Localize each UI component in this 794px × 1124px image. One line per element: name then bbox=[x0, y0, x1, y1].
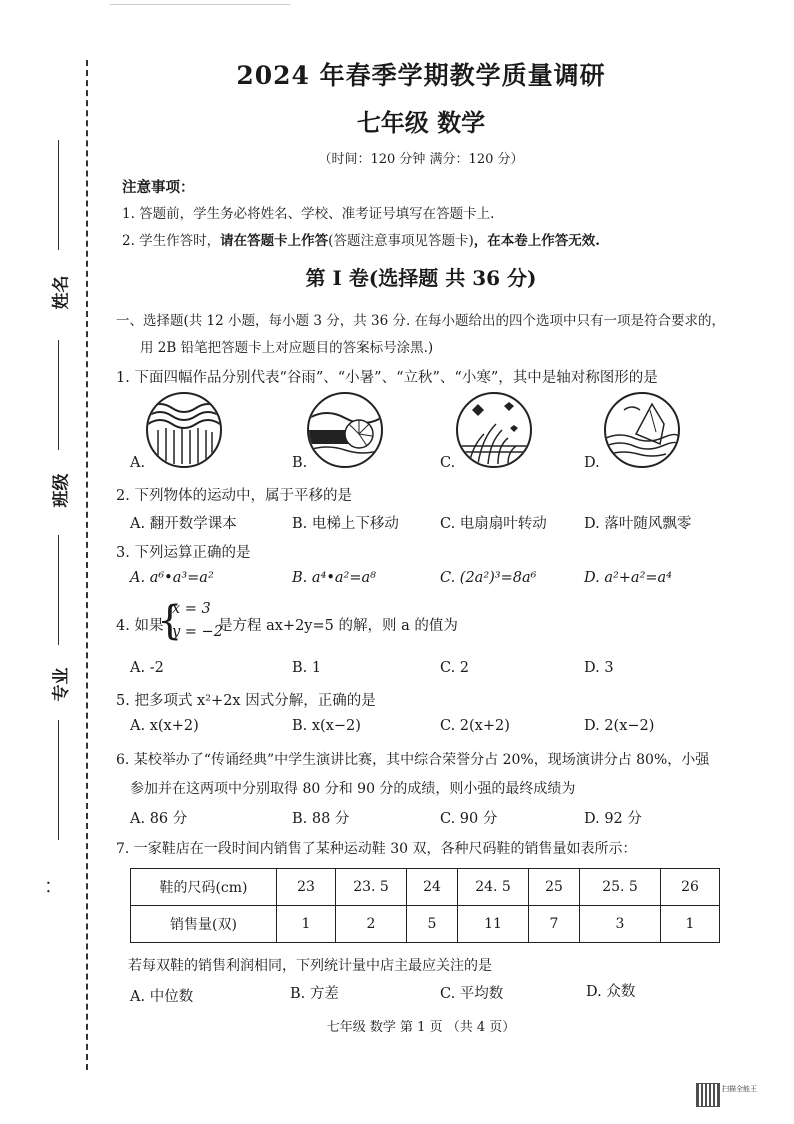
notice-item-2-b: 请在答题卡上作答 bbox=[220, 233, 329, 249]
top-edge-mark bbox=[110, 4, 290, 11]
q4-equation-1: x = 3 bbox=[172, 601, 211, 617]
q6-option-d: D. 92 分 bbox=[584, 811, 642, 827]
notice-item-2-a: 2. 学生作答时， bbox=[122, 233, 221, 249]
notice-item-2 bbox=[122, 229, 600, 249]
table-cell: 1 bbox=[661, 906, 720, 943]
table-cell: 1 bbox=[277, 906, 336, 943]
binding-line bbox=[86, 60, 88, 1070]
guyu-picture-icon bbox=[146, 392, 222, 468]
name-label: 姓名 bbox=[51, 275, 72, 310]
q7-option-a: A. 中位数 bbox=[130, 989, 194, 1005]
notice-item-2-d: ，在本卷上作答无效. bbox=[473, 233, 600, 249]
q3-option-b: B. a⁴•a²=a⁸ bbox=[292, 570, 376, 586]
extra-blank-line bbox=[58, 720, 59, 840]
table-row bbox=[131, 869, 720, 906]
q2-option-c: C. 电扇扇叶转动 bbox=[440, 516, 547, 532]
section-title: 第 I 卷(选择题 共 36 分) bbox=[305, 266, 537, 290]
q1-option-b: B. bbox=[292, 455, 308, 471]
q5-option-c: C. 2(x+2) bbox=[440, 718, 510, 734]
page-subtitle: 七年级 数学 bbox=[356, 108, 486, 137]
notice-item-2-c: (答题注意事项见答题卡) bbox=[328, 233, 474, 249]
table-cell: 24. 5 bbox=[458, 869, 529, 906]
q5-option-a: A. x(x+2) bbox=[130, 718, 199, 734]
q6-option-b: B. 88 分 bbox=[292, 811, 350, 827]
table-cell: 7 bbox=[529, 906, 580, 943]
q5-stem: 5. 把多项式 x²+2x 因式分解，正确的是 bbox=[116, 693, 376, 709]
page-title: 2024 年春季学期教学质量调研 bbox=[236, 61, 606, 90]
q7-option-d: D. 众数 bbox=[586, 984, 636, 1000]
table-header-cell: 鞋的尺码(cm) bbox=[131, 869, 277, 906]
table-cell: 23. 5 bbox=[336, 869, 407, 906]
q6-option-a: A. 86 分 bbox=[130, 811, 188, 827]
shoe-size-table bbox=[130, 868, 720, 943]
q4-suffix: 是方程 ax+2y=5 的解，则 a 的值为 bbox=[218, 618, 458, 634]
q4-equation-2: y = −2 bbox=[172, 624, 223, 640]
q6-line-2: 参加并在这两项中分别取得 80 分和 90 分的成绩，则小强的最终成绩为 bbox=[130, 781, 576, 797]
q6-option-c: C. 90 分 bbox=[440, 811, 498, 827]
q1-stem: 1. 下面四幅作品分别代表“谷雨”、“小暑”、“立秋”、“小寒”，其中是轴对称图形的是 bbox=[116, 370, 658, 386]
table-row bbox=[131, 906, 720, 943]
major-label: 专业 bbox=[51, 667, 72, 702]
notice-item-1: 1. 答题前，学生务必将姓名、学校、准考证号填写在答题卡上. bbox=[122, 206, 495, 222]
q7-option-c: C. 平均数 bbox=[440, 986, 504, 1002]
class-label: 班级 bbox=[51, 473, 72, 508]
q2-option-a: A. 翻开数学课本 bbox=[130, 516, 237, 532]
q7-option-b: B. 方差 bbox=[290, 986, 339, 1002]
table-cell: 26 bbox=[661, 869, 720, 906]
xiaoshu-picture-icon bbox=[307, 392, 383, 468]
table-header-cell: 销售量(双) bbox=[131, 906, 277, 943]
table-cell: 3 bbox=[580, 906, 661, 943]
q1-option-c: C. bbox=[440, 455, 456, 471]
table-cell: 5 bbox=[407, 906, 458, 943]
table-cell: 23 bbox=[277, 869, 336, 906]
q4-option-d: D. 3 bbox=[584, 660, 614, 676]
q2-option-d: D. 落叶随风飘零 bbox=[584, 516, 692, 532]
section-intro-line-1: 一、选择题(共 12 小题，每小题 3 分，共 36 分. 在每小题给出的四个选项中只有一项是符合要求的， bbox=[116, 313, 726, 329]
table-cell: 11 bbox=[458, 906, 529, 943]
q6-line-1: 6. 某校举办了“传诵经典”中学生演讲比赛，其中综合荣誉分占 20%，现场演讲分占 80%，小强 bbox=[116, 752, 710, 768]
q1-option-a: A. bbox=[130, 455, 146, 471]
section-intro-line-2: 用 2B 铅笔把答题卡上对应题目的答案标号涂黑.) bbox=[140, 340, 434, 356]
table-cell: 25 bbox=[529, 869, 580, 906]
q7-stem: 7. 一家鞋店在一段时间内销售了某种运动鞋 30 双，各种尺码鞋的销售量如表所示： bbox=[116, 841, 637, 857]
q3-stem: 3. 下列运算正确的是 bbox=[116, 545, 251, 561]
q4-option-a: A. -2 bbox=[130, 660, 164, 676]
major-blank-line bbox=[58, 535, 59, 645]
xiaohan-picture-icon bbox=[604, 392, 680, 468]
q4-prefix: 4. 如果 bbox=[116, 618, 164, 634]
class-blank-line bbox=[58, 340, 59, 450]
qr-code-icon bbox=[696, 1083, 720, 1107]
q3-option-c: C. (2a²)³=8a⁶ bbox=[440, 570, 537, 586]
notice-heading: 注意事项： bbox=[122, 179, 195, 196]
page-footer: 七年级 数学 第 1 页 （共 4 页） bbox=[326, 1020, 516, 1035]
q4-brace: { bbox=[157, 598, 183, 644]
q5-option-d: D. 2(x−2) bbox=[584, 718, 655, 734]
q3-option-a: A. a⁶•a³=a² bbox=[130, 570, 214, 586]
scanner-watermark: 扫描全能王 bbox=[722, 1085, 757, 1093]
table-cell: 2 bbox=[336, 906, 407, 943]
liqiu-picture-icon bbox=[456, 392, 532, 468]
table-cell: 25. 5 bbox=[580, 869, 661, 906]
q2-option-b: B. 电梯上下移动 bbox=[292, 516, 399, 532]
q4-option-c: C. 2 bbox=[440, 660, 470, 676]
q1-option-d: D. bbox=[584, 455, 600, 471]
q4-option-b: B. 1 bbox=[292, 660, 322, 676]
q5-option-b: B. x(x−2) bbox=[292, 718, 361, 734]
q7-followup: 若每双鞋的销售利润相同，下列统计量中店主最应关注的是 bbox=[128, 958, 492, 974]
table-cell: 24 bbox=[407, 869, 458, 906]
time-info: （时间：120 分钟 满分：120 分） bbox=[318, 152, 524, 167]
q2-stem: 2. 下列物体的运动中，属于平移的是 bbox=[116, 488, 352, 504]
q3-option-d: D. a²+a²=a⁴ bbox=[584, 570, 672, 586]
extra-mark: · · bbox=[41, 880, 56, 894]
